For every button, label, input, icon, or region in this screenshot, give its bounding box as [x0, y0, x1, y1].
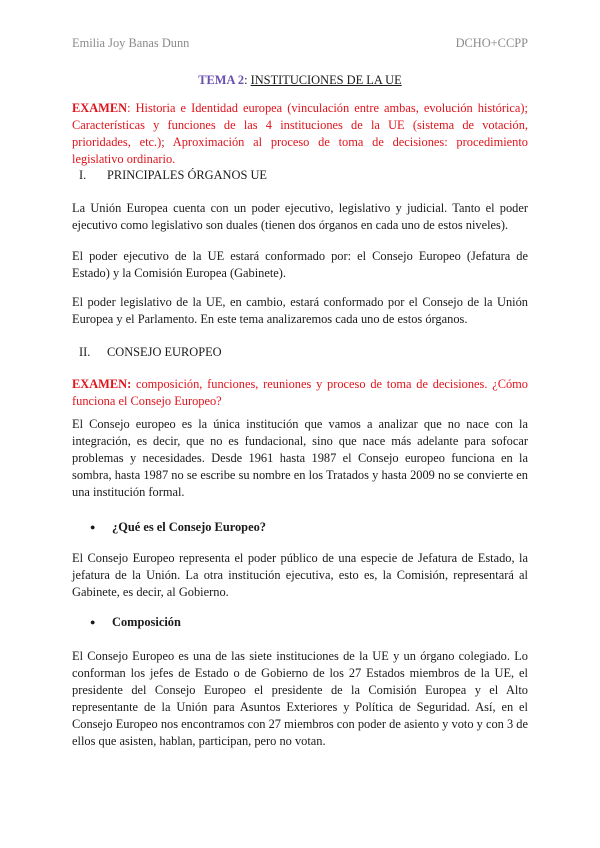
exam-text: composición, funciones, reuniones y proceso de toma de decisiones. ¿Cómo funciona el Consejo Europeo? — [72, 377, 528, 408]
section-heading-2 — [79, 344, 222, 361]
title-separator: : — [244, 73, 251, 87]
bullet-text: ¿Qué es el Consejo Europeo? — [112, 520, 266, 534]
section-number: II. — [79, 345, 91, 359]
exam-note-1 — [72, 100, 528, 168]
section-number: I. — [79, 168, 87, 182]
exam-text: : Historia e Identidad europea (vinculación entre ambas, evolución histórica); Características y funciones de las 4 instituciones de la UE (sistema de votación, prioridades, etc.); Aproximación al proceso de toma de decisiones: procedimiento legislativo ordinario. — [72, 101, 528, 166]
exam-note-2 — [72, 376, 528, 410]
title-label: TEMA 2 — [198, 73, 245, 87]
header-author: Emilia Joy Banas Dunn — [72, 36, 190, 50]
paragraph: El Consejo europeo es la única institución que vamos a analizar que no nace con la integración, es decir, que no es fundacional, sino que nace más adelante para sofocar problemas y necesidades. Desde 1961 hasta 1987 el Consejo europeo funciona en la sombra, hasta 1987 no se escribe su nombre en los Tratados y hasta 2009 no se convierte en una institución formal. — [72, 417, 528, 499]
bullet-heading — [90, 614, 181, 631]
exam-label: EXAMEN — [72, 101, 128, 115]
section-heading-1 — [79, 167, 267, 184]
paragraph: La Unión Europea cuenta con un poder ejecutivo, legislativo y judicial. Tanto el poder ejecutivo como legislativo son duales (tienen dos órganos en cada uno de estos niveles). — [72, 201, 528, 232]
paragraph: El poder ejecutivo de la UE estará conformado por: el Consejo Europeo (Jefatura de Estado) y la Comisión Europea (Gabinete). — [72, 249, 528, 280]
header-course: DCHO+CCPP — [455, 36, 528, 50]
bullet-heading — [90, 519, 266, 536]
bullet-icon: ● — [90, 522, 96, 532]
section-title: CONSEJO EUROPEO — [107, 345, 222, 359]
bullet-text: Composición — [112, 615, 181, 629]
paragraph: El Consejo Europeo representa el poder público de una especie de Jefatura de Estado, la jefatura de la Unión. La otra institución ejecutiva, esto es, la Comisión, representará al Gabinete, es decir, al Gobierno. — [72, 551, 528, 599]
title-text: INSTITUCIONES DE LA UE — [250, 73, 402, 87]
paragraph: El Consejo Europeo es una de las siete instituciones de la UE y un órgano colegiado. Lo conforman los jefes de Estado o de Gobierno de los 27 Estados miembros de la UE, el presidente del Consejo Europeo el presidente de la Comisión Europea y el Alto representante de la Unión para Asuntos Exteriores y Política de Seguridad. Así, en el Consejo Europeo nos encontramos con 27 miembros con poder de asiento y voto y con 3 de ellos que asisten, hablan, participan, pero no votan. — [72, 649, 528, 748]
exam-label: EXAMEN: — [72, 377, 132, 391]
section-title: PRINCIPALES ÓRGANOS UE — [107, 168, 267, 182]
page-title — [0, 72, 600, 89]
paragraph: El poder legislativo de la UE, en cambio, estará conformado por el Consejo de la Unión Europea y el Parlamento. En este tema analizaremos cada uno de estos órganos. — [72, 295, 528, 326]
bullet-icon: ● — [90, 617, 96, 627]
